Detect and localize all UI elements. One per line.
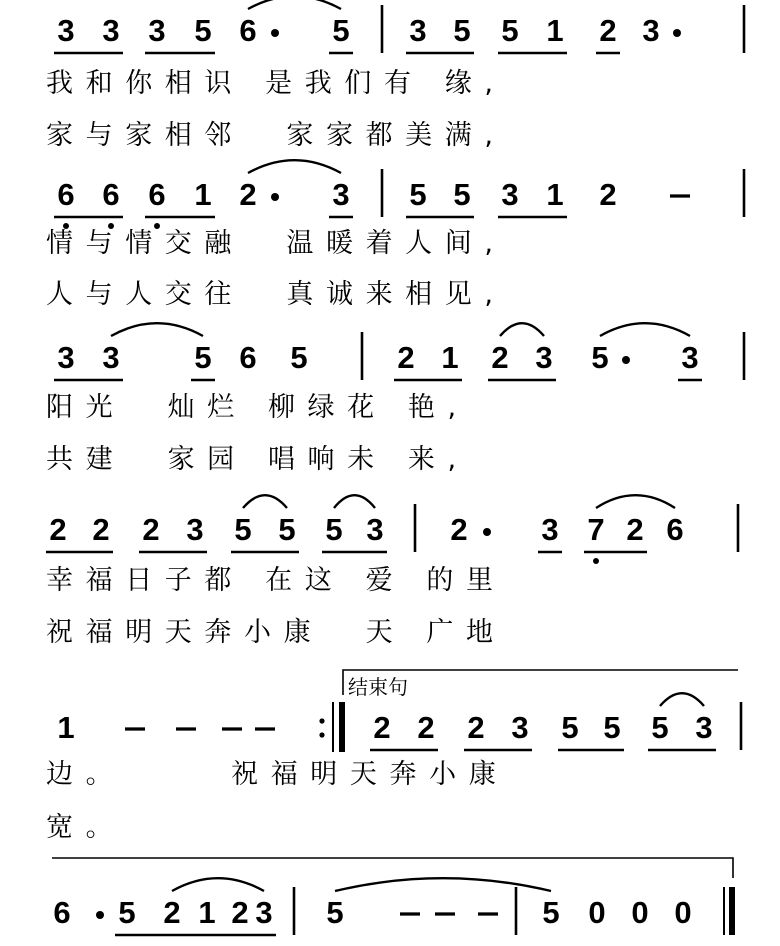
note-digit: 3: [332, 177, 350, 212]
note-digit: 3: [366, 512, 384, 547]
lyric-line: 人与人交往 真诚来相见,: [46, 279, 506, 310]
note-digit: 5: [542, 895, 560, 930]
note-digit: 2: [417, 710, 435, 745]
note-digit: 2: [626, 512, 644, 547]
note-digit: 5: [290, 340, 308, 375]
lyric-line: 家与家相邻 家家都美满,: [46, 120, 506, 151]
note-digit: 2: [373, 710, 391, 745]
note-digit: 6: [57, 177, 75, 212]
note-digit: 6: [148, 177, 166, 212]
lyric-line: 情与情交融 温暖着人间,: [46, 228, 506, 259]
note-digit: 0: [674, 895, 692, 930]
tie-arc: [111, 323, 203, 336]
note-digit: 3: [102, 13, 120, 48]
lyric-line: 阳光 灿烂 柳绿花 艳,: [46, 392, 469, 423]
repeat-dot: [319, 718, 324, 723]
note-digit: 5: [118, 895, 136, 930]
note-digit: 1: [441, 340, 459, 375]
note-digit: 1: [546, 177, 564, 212]
tie-arc: [172, 878, 264, 891]
note-digit: 2: [231, 895, 249, 930]
note-digit: 5: [453, 13, 471, 48]
note-digit: 6: [239, 13, 257, 48]
tie-arc: [334, 495, 375, 508]
note-digit: 2: [239, 177, 257, 212]
note-digit: 3: [511, 710, 529, 745]
note-digit: 5: [278, 512, 296, 547]
lyric-line: 边。 祝福明天奔小康: [46, 759, 509, 790]
note-digit: 1: [57, 710, 75, 745]
note-digit: 5: [332, 13, 350, 48]
note-digit: 3: [57, 340, 75, 375]
note-digit: 6: [239, 340, 257, 375]
note-digit: 5: [603, 710, 621, 745]
augmentation-dot: [673, 29, 681, 37]
note-digit: 1: [198, 895, 216, 930]
note-digit: 3: [102, 340, 120, 375]
augmentation-dot: [96, 911, 104, 919]
augmentation-dot: [622, 356, 630, 364]
tie-arc: [243, 495, 287, 508]
tie-arc: [248, 160, 341, 173]
lyric-line: 我和你相识 是我们有 缘,: [46, 68, 506, 99]
tie-arc: [600, 323, 690, 336]
tie-arc: [660, 693, 704, 706]
note-digit: 5: [409, 177, 427, 212]
note-digit: 3: [695, 710, 713, 745]
note-digit: 5: [501, 13, 519, 48]
note-digit: 2: [450, 512, 468, 547]
augmentation-dot: [271, 193, 279, 201]
note-digit: 2: [397, 340, 415, 375]
note-digit: 5: [194, 13, 212, 48]
note-digit: 7: [587, 512, 605, 547]
note-digit: 0: [588, 895, 606, 930]
note-digit: 3: [409, 13, 427, 48]
note-digit: 3: [535, 340, 553, 375]
note-digit: 1: [546, 13, 564, 48]
ending-bracket: [52, 858, 733, 878]
note-digit: 3: [501, 177, 519, 212]
note-digit: 3: [681, 340, 699, 375]
note-digit: 5: [561, 710, 579, 745]
ending-section-label: 结束句: [348, 675, 408, 699]
note-digit: 5: [453, 177, 471, 212]
note-digit: 3: [541, 512, 559, 547]
tie-arc: [596, 495, 675, 508]
lyric-line: 幸福日子都 在这 爱 的里: [46, 565, 506, 596]
lyric-line: 共建 家园 唱响未 来,: [46, 444, 469, 475]
tie-arc: [335, 878, 551, 891]
note-digit: 2: [142, 512, 160, 547]
note-digit: 2: [491, 340, 509, 375]
note-digit: 3: [255, 895, 273, 930]
augmentation-dot: [271, 29, 279, 37]
note-digit: 6: [102, 177, 120, 212]
lyric-line: 宽。: [46, 812, 126, 843]
note-digit: 5: [326, 895, 344, 930]
note-digit: 6: [666, 512, 684, 547]
note-digit: 5: [194, 340, 212, 375]
note-digit: 6: [53, 895, 71, 930]
note-digit: 2: [599, 13, 617, 48]
note-digit: 5: [325, 512, 343, 547]
note-digit: 0: [631, 895, 649, 930]
note-digit: 3: [148, 13, 166, 48]
note-digit: 2: [599, 177, 617, 212]
note-digit: 5: [591, 340, 609, 375]
lyric-line: 祝福明天奔小康 天 广地: [46, 617, 506, 648]
note-digit: 2: [163, 895, 181, 930]
tie-arc: [500, 323, 544, 336]
note-digit: 1: [194, 177, 212, 212]
note-digit: 3: [186, 512, 204, 547]
note-digit: 2: [49, 512, 67, 547]
tie-arc: [248, 0, 341, 9]
note-digit: 5: [651, 710, 669, 745]
note-digit: 2: [467, 710, 485, 745]
note-digit: 2: [92, 512, 110, 547]
note-digit: 3: [642, 13, 660, 48]
low-octave-dot: [593, 558, 599, 564]
repeat-dot: [319, 732, 324, 737]
note-digit: 3: [57, 13, 75, 48]
augmentation-dot: [483, 528, 491, 536]
note-digit: 5: [234, 512, 252, 547]
